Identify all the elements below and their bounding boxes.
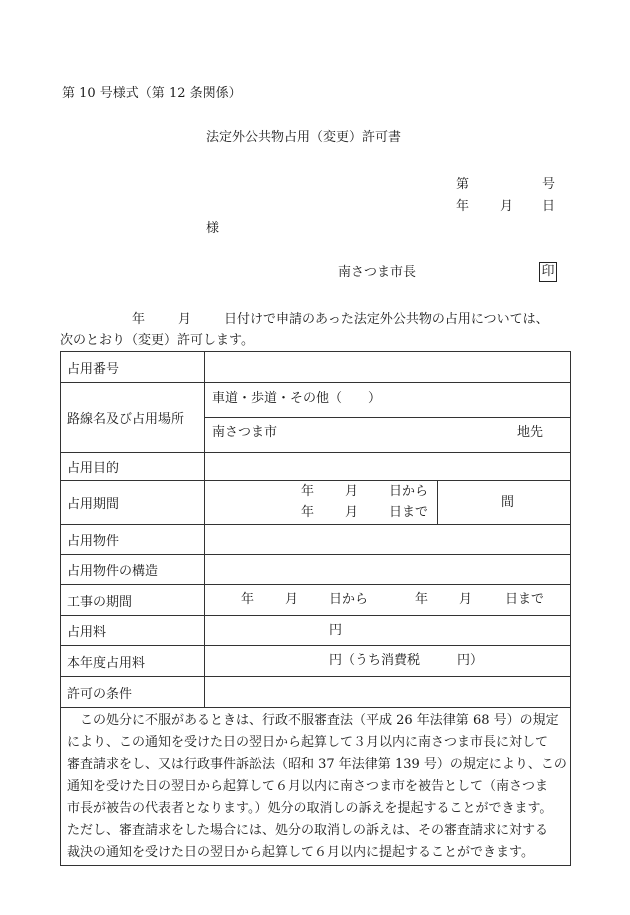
label-structure: 占用物件の構造 [61,555,205,584]
label-construction: 工事の期間 [61,585,205,615]
label-fee: 占用料 [61,616,205,645]
notice-line: この処分に不服があるときは、行政不服審査法（平成 26 年法律第 68 号）の規定 [67,713,559,728]
annual-fee-yen: 円 [329,653,343,668]
intro-line1: 日付けで申請のあった法定外公共物の占用については、 [224,312,549,327]
doc-number-dai: 第 [456,177,470,192]
row-conditions [61,676,570,707]
row-purpose [61,452,570,480]
label-object: 占用物件 [61,525,205,554]
fee-yen: 円 [329,623,343,638]
annual-fee-tax-open: （うち消費税 [342,653,421,668]
intro-line2: 次のとおり（変更）許可します。 [60,333,254,348]
label-annual-fee: 本年度占用料 [61,646,205,676]
notice-line: 裁決の通知を受けた日の翌日から起算して６月以内に提起することができます。 [67,845,534,860]
row-period [61,480,570,524]
row-permit-number [61,352,570,382]
intro-year: 年 [132,312,146,327]
route-city: 南さつま市 [212,425,278,440]
label-period: 占用期間 [61,481,205,524]
notice-line: 審査請求をし、又は行政事件訴訟法（昭和 37 年法律第 139 号）の規定により、この [67,757,567,772]
row-structure [61,554,570,584]
issuer-name: 南さつま市長 [338,265,417,280]
period-until-day: 日まで [389,505,429,520]
period-until-year: 年 [301,505,315,520]
label-conditions: 許可の条件 [61,677,205,707]
label-permit-number: 占用番号 [61,352,205,382]
construction-until-day: 日まで [505,592,545,607]
period-from-month: 月 [345,484,359,499]
form-number: 第 10 号様式（第 12 条関係） [62,86,242,101]
period-from-day: 日から [389,484,429,499]
construction-until-year: 年 [415,592,429,607]
doc-number-go: 号 [542,177,556,192]
date-year: 年 [456,199,470,214]
period-duration-unit: 間 [501,495,515,510]
intro-month: 月 [178,312,192,327]
road-types: 車道・歩道・その他（ ） [212,391,382,406]
row-construction [61,584,570,615]
document-title: 法定外公共物占用（変更）許可書 [206,130,402,145]
period-from-year: 年 [301,484,315,499]
period-divider [437,481,438,524]
permit-form-table [60,351,571,866]
label-purpose: 占用目的 [61,453,205,480]
period-until-month: 月 [345,505,359,520]
row-route [61,382,570,452]
date-month: 月 [500,199,514,214]
notice-line: ただし、審査請求をした場合には、処分の取消しの訴えは、その審査請求に対する [67,823,549,838]
seal-stamp-box: 印 [539,262,557,282]
row-fee [61,615,570,645]
construction-from-day: 日から [329,592,369,607]
notice-line: 市長が被告の代表者となります。）処分の取消しの訴えを提起することができます。 [67,801,553,816]
addressee-sama: 様 [206,221,220,236]
row-annual-fee [61,645,570,676]
construction-until-month: 月 [459,592,473,607]
construction-from-month: 月 [285,592,299,607]
label-route: 路線名及び占用場所 [61,383,205,452]
row-object [61,524,570,554]
construction-from-year: 年 [241,592,255,607]
route-chisaki: 地先 [517,425,544,440]
annual-fee-tax-close: 円） [457,653,484,668]
notice-line: により、この通知を受けた日の翌日から起算して３月以内に南さつま市長に対して [67,735,549,750]
route-divider [205,417,570,418]
date-day: 日 [542,199,556,214]
notice-line: 通知を受けた日の翌日から起算して６月以内に南さつま市を被告として（南さつま [67,779,549,794]
appeal-notice [61,707,570,865]
